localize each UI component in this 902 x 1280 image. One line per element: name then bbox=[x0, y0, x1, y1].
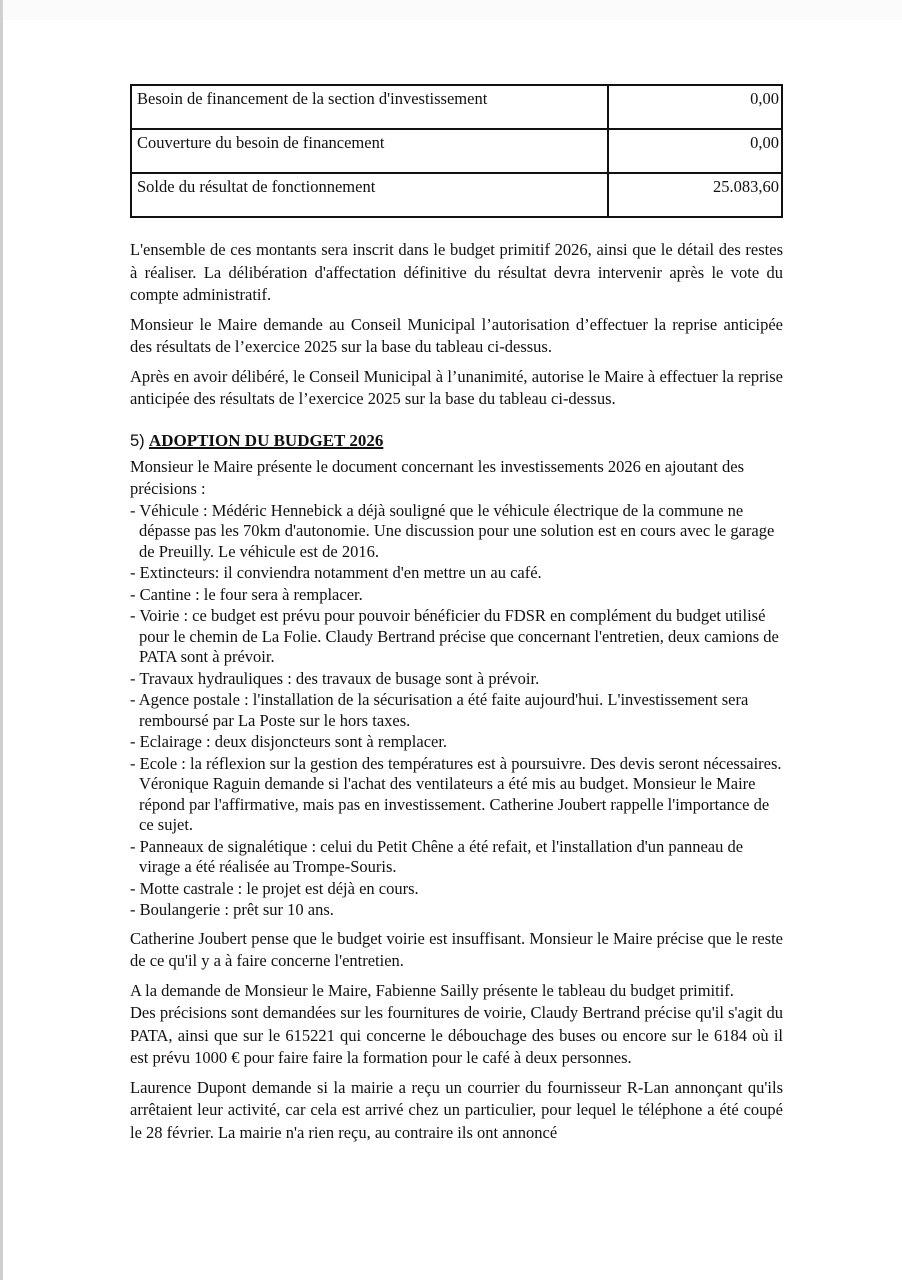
list-item: - Agence postale : l'installation de la sécurisation a été faite aujourd'hui. L'investissement sera remboursé par La Poste sur le hors taxes. bbox=[130, 690, 749, 730]
list-item: - Eclairage : deux disjoncteurs sont à remplacer. bbox=[130, 732, 448, 751]
list-item: - Travaux hydrauliques : des travaux de busage sont à prévoir. bbox=[130, 668, 540, 688]
table-row bbox=[131, 85, 782, 129]
list-item: - Boulangerie : prêt sur 10 ans. bbox=[130, 900, 334, 919]
paragraph-maire-request: Monsieur le Maire demande au Conseil Municipal l’autorisation d’effectuer la reprise anticipée des résultats de l’exercice 2025 sur la base du tableau ci-dessus. bbox=[130, 314, 783, 356]
section-intro: Monsieur le Maire présente le document concernant les investissements 2026 en ajoutant des précisions : bbox=[130, 456, 744, 498]
paragraph-council-decision: Après en avoir délibéré, le Conseil Municipal à l’unanimité, autorise le Maire à effectuer la reprise anticipée des résultats de l’exercice 2025 sur la base du tableau ci-dessus. bbox=[130, 366, 783, 408]
list-item: - Ecole : la réflexion sur la gestion des températures est à poursuivre. Des devis seront nécessaires. Véronique Raguin demande si l'achat des ventilateurs a été mis au budget. Monsieur le Maire répond par l'affirmative, mais pas en investissement. Catherine Joubert rappelle l'importance de ce sujet. bbox=[130, 753, 782, 834]
list-item: - Cantine : le four sera à remplacer. bbox=[130, 584, 363, 604]
row-label: Couverture du besoin de financement bbox=[131, 129, 608, 173]
document-page bbox=[130, 84, 783, 1144]
table-row bbox=[131, 173, 782, 217]
list-item: - Voirie : ce budget est prévu pour pouvoir bénéficier du FDSR en complément du budget utilisé pour le chemin de La Folie. Claudy Bertrand précise que concernant l'entretien, deux camions de PATA sont à prévoir. bbox=[130, 606, 779, 666]
row-value: 0,00 bbox=[608, 85, 782, 129]
table-row bbox=[131, 129, 782, 173]
page-edge-shadow bbox=[0, 0, 3, 1280]
section-number: 5) bbox=[130, 431, 145, 450]
top-margin-band bbox=[3, 0, 902, 20]
paragraph-rlan-question: Laurence Dupont demande si la mairie a reçu un courrier du fournisseur R-Lan annonçant qu'ils arrêtaient leur activité, car cela est arrivé chez un particulier, pour lequel le téléphone a été coupé le 28 février. La mairie n'a rien reçu, au contraire ils ont annoncé bbox=[130, 1077, 783, 1142]
investment-list bbox=[130, 501, 783, 921]
row-value: 25.083,60 bbox=[608, 173, 782, 217]
row-value: 0,00 bbox=[608, 129, 782, 173]
paragraph-budget-presentation: A la demande de Monsieur le Maire, Fabienne Sailly présente le tableau du budget primitif. bbox=[130, 980, 734, 1000]
list-item: - Motte castrale : le projet est déjà en cours. bbox=[130, 878, 419, 898]
row-label: Solde du résultat de fonctionnement bbox=[131, 173, 608, 217]
row-label: Besoin de financement de la section d'investissement bbox=[131, 85, 608, 129]
list-item: - Panneaux de signalétique : celui du Petit Chêne a été refait, et l'installation d'un panneau de virage a été réalisée au Trompe-Souris. bbox=[130, 836, 744, 876]
paragraph-precisions: Des précisions sont demandées sur les fournitures de voirie, Claudy Bertrand précise qu'il s'agit du PATA, ainsi que sur le 615221 qui concerne le débouchage des buses ou encore sur le 6184 où il est prévu 1000 € pour faire faire la formation pour le café à deux personnes. bbox=[130, 1003, 783, 1067]
paragraph-budget-inscription: L'ensemble de ces montants sera inscrit dans le budget primitif 2026, ainsi que le détail des restes à réaliser. La délibération d'affectation définitive du résultat devra intervenir après le vote du compte administratif. bbox=[130, 240, 783, 304]
list-item: - Extincteurs: il conviendra notamment d'en mettre un au café. bbox=[130, 563, 542, 582]
paragraph-voirie-budget: Catherine Joubert pense que le budget voirie est insuffisant. Monsieur le Maire précise que le reste de ce qu'il y a à faire concerne l'entretien. bbox=[130, 928, 783, 970]
list-item: - Véhicule : Médéric Hennebick a déjà souligné que le véhicule électrique de la commune ne dépasse pas les 70km d'autonomie. Une discussion pour une solution est en cours avec le garage de Preuilly. Le véhicule est de 2016. bbox=[130, 500, 775, 561]
section-heading bbox=[130, 430, 783, 452]
section-title: ADOPTION DU BUDGET 2026 bbox=[148, 430, 384, 450]
financing-table bbox=[130, 84, 783, 218]
